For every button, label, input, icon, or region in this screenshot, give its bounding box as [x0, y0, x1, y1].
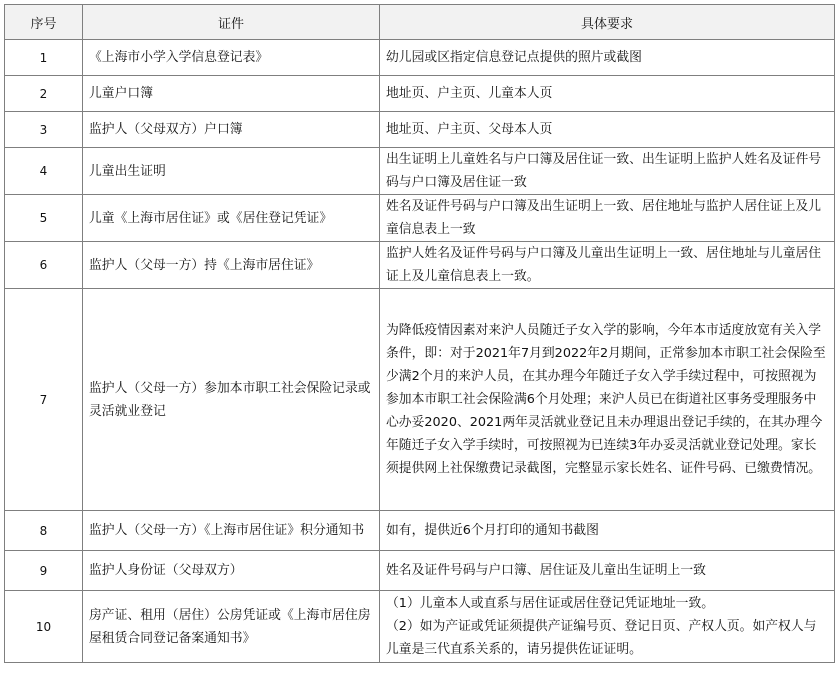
- header-row: [5, 5, 835, 40]
- requirement-cell: [380, 289, 835, 511]
- row-number: 4: [5, 148, 83, 195]
- certificate-name: 监护人身份证（父母双方）: [83, 551, 380, 591]
- requirement-cell: [380, 195, 835, 242]
- table-row: [5, 148, 835, 195]
- row-number: 1: [5, 40, 83, 76]
- requirement-text: 出生证明上儿童姓名与户口簿及居住证一致、出生证明上监护人姓名及证件号码与户口簿及居住证一致: [386, 152, 822, 190]
- requirement-cell: [380, 242, 835, 289]
- requirement-cell: [380, 112, 835, 148]
- requirement-text: 监护人姓名及证件号码与户口簿及儿童出生证明上一致、居住地址与儿童居住证上及儿童信息表上一致。: [386, 246, 822, 284]
- header-req: 具体要求: [380, 5, 835, 40]
- table-row: [5, 511, 835, 551]
- requirement-cell: [380, 148, 835, 195]
- certificate-name: 监护人（父母一方）参加本市职工社会保险记录或灵活就业登记: [83, 289, 380, 511]
- row-number: 2: [5, 76, 83, 112]
- requirement-text: 如有，提供近6个月打印的通知书截图: [386, 523, 599, 538]
- requirement-cell: [380, 591, 835, 663]
- table-row: [5, 40, 835, 76]
- row-number: 6: [5, 242, 83, 289]
- table-row: [5, 195, 835, 242]
- row-number: 10: [5, 591, 83, 663]
- row-number: 8: [5, 511, 83, 551]
- table-row: [5, 242, 835, 289]
- table-row: [5, 551, 835, 591]
- header-no: 序号: [5, 5, 83, 40]
- requirement-text: 幼儿园或区指定信息登记点提供的照片或截图: [386, 50, 642, 65]
- table-row: [5, 289, 835, 511]
- certificate-name: 监护人（父母一方）《上海市居住证》积分通知书: [83, 511, 380, 551]
- certificate-name: 《上海市小学入学信息登记表》: [83, 40, 380, 76]
- row-number: 9: [5, 551, 83, 591]
- table-row: [5, 591, 835, 663]
- requirement-text: 地址页、户主页、父母本人页: [386, 122, 553, 137]
- row-number: 3: [5, 112, 83, 148]
- row-number: 7: [5, 289, 83, 511]
- requirement-text: 为降低疫情因素对来沪人员随迁子女入学的影响，今年本市适度放宽有关入学条件，即：对于2021年7月到2022年2月期间，正常参加本市职工社会保险至少满2个月的来沪人员，在其办理今年随迁子女入学手续过程中，可按照视为参加本市职工社会保险满6个月处理；来沪人员已在街道社区事务受理服务中心办妥2020、2021两年灵活就业登记且未办理退出登记手续的，在其办理今年随迁子女入学手续时，可按照视为已连续3年办妥灵活就业登记处理。家长须提供网上社保缴费记录截图，完整显示家长姓名、证件号码、已缴费情况。: [386, 323, 826, 476]
- requirement-text: （1）儿童本人或直系与居住证或居住登记凭证地址一致。: [386, 596, 715, 611]
- requirement-cell: [380, 551, 835, 591]
- row-number: 5: [5, 195, 83, 242]
- requirement-text: 姓名及证件号码与户口簿及出生证明上一致、居住地址与监护人居住证上及儿童信息表上一致: [386, 199, 822, 237]
- certificate-name: 监护人（父母一方）持《上海市居住证》: [83, 242, 380, 289]
- requirement-text: （2）如为产证或凭证须提供产证编号页、登记日页、产权人页。如产权人与儿童是三代直系关系的，请另提供佐证证明。: [386, 619, 817, 657]
- requirement-text: 姓名及证件号码与户口簿、居住证及儿童出生证明上一致: [386, 563, 706, 578]
- header-cert: 证件: [83, 5, 380, 40]
- requirement-text: 地址页、户主页、儿童本人页: [386, 86, 553, 101]
- certificate-name: 儿童出生证明: [83, 148, 380, 195]
- certificate-name: 儿童户口簿: [83, 76, 380, 112]
- table-row: [5, 76, 835, 112]
- requirement-cell: [380, 76, 835, 112]
- requirements-table: [4, 4, 835, 663]
- table-row: [5, 112, 835, 148]
- requirement-cell: [380, 40, 835, 76]
- certificate-name: 房产证、租用（居住）公房凭证或《上海市居住房屋租赁合同登记备案通知书》: [83, 591, 380, 663]
- certificate-name: 儿童《上海市居住证》或《居住登记凭证》: [83, 195, 380, 242]
- table-body: [5, 40, 835, 663]
- requirement-cell: [380, 511, 835, 551]
- certificate-name: 监护人（父母双方）户口簿: [83, 112, 380, 148]
